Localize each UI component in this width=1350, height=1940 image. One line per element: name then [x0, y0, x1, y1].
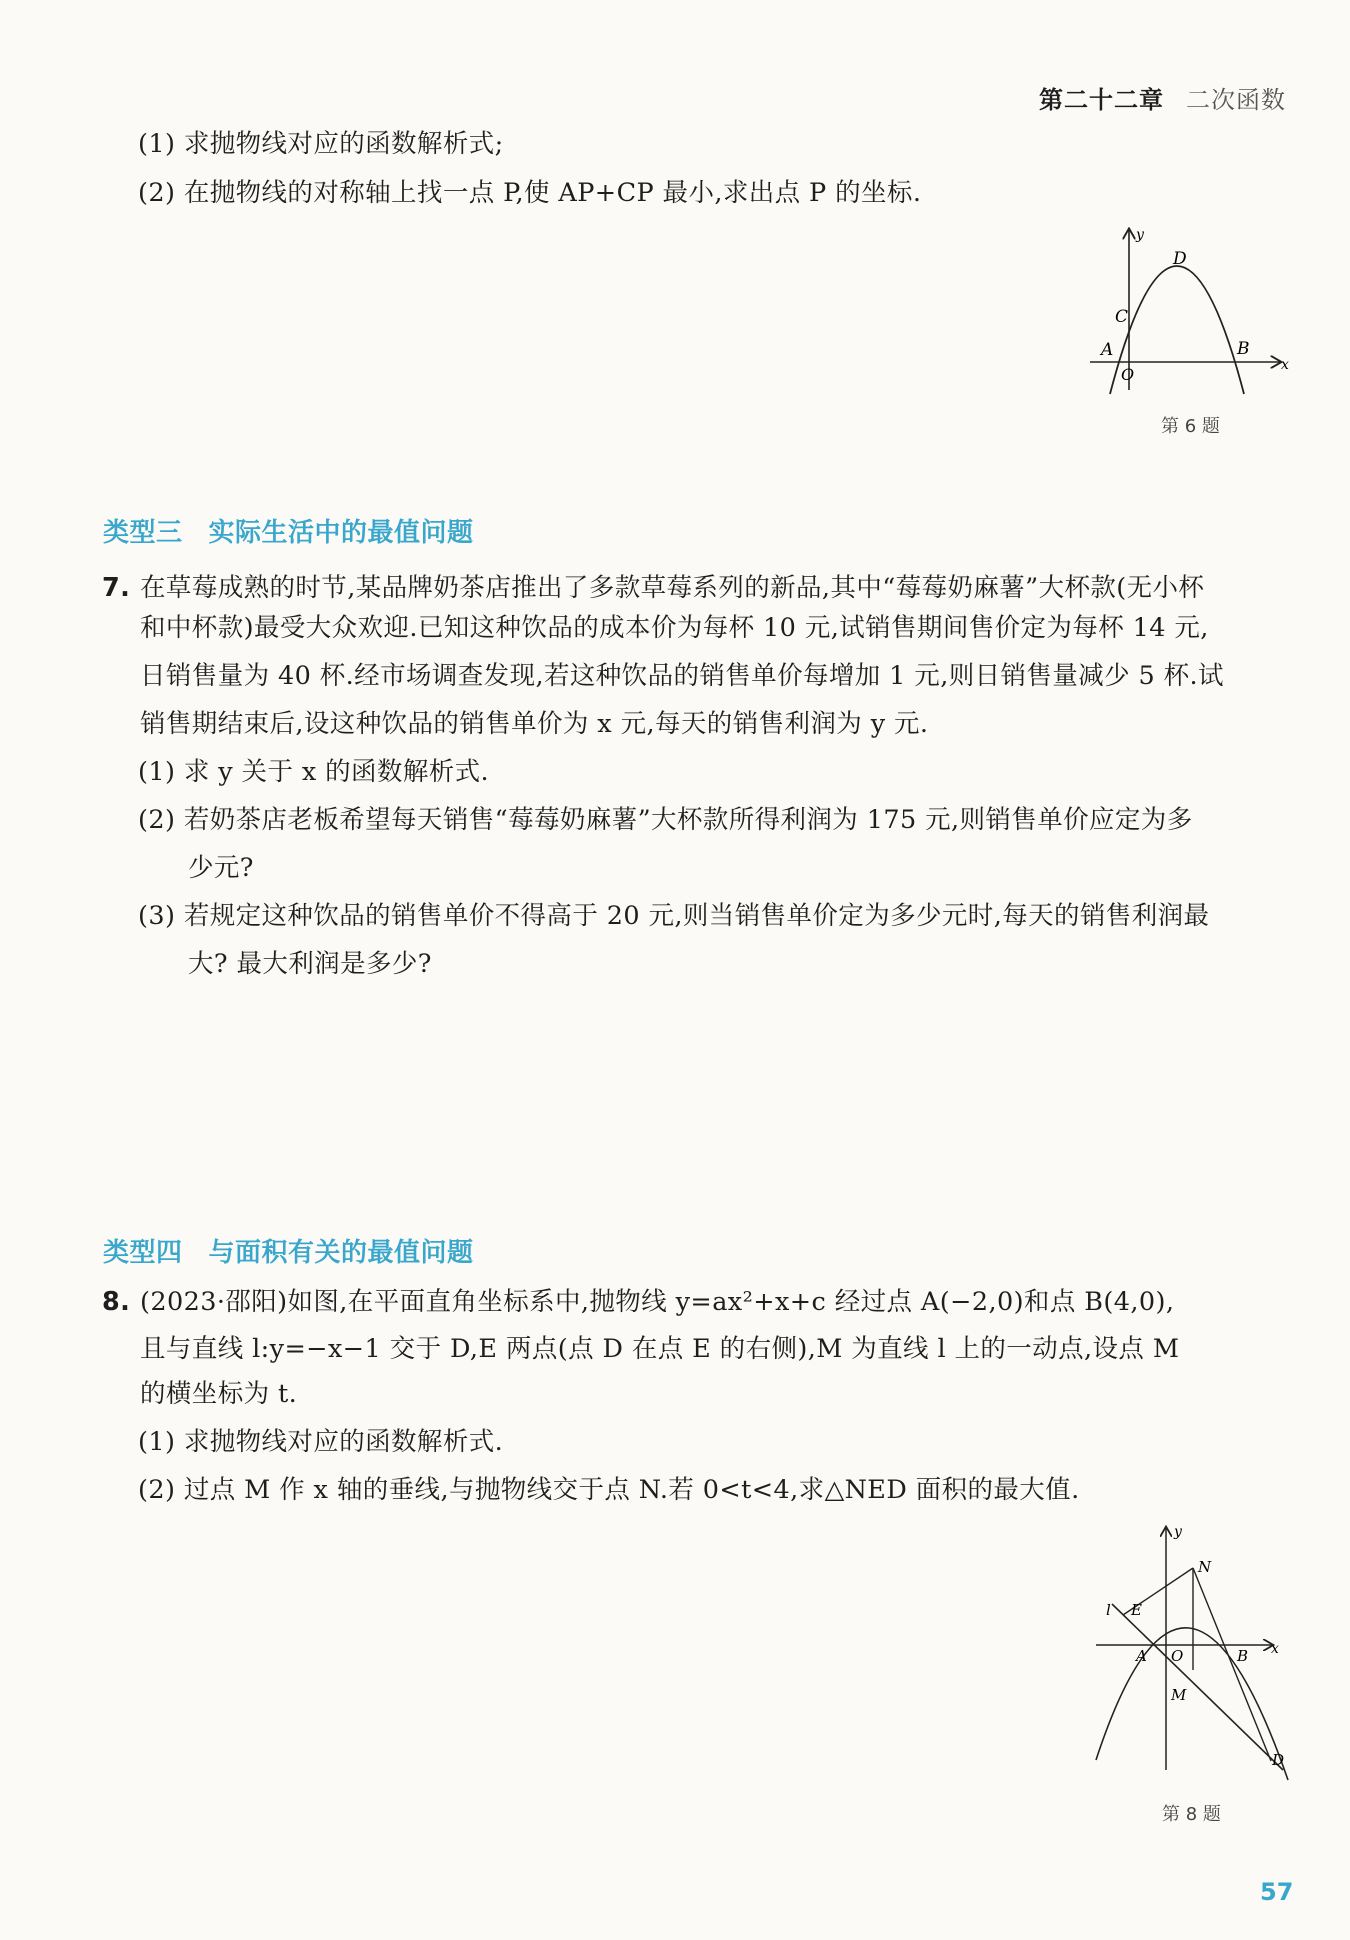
label-O: O — [1121, 365, 1135, 384]
section-4-title: 与面积有关的最值问题 — [208, 1238, 474, 1268]
q7-line-2: 和中杯款)最受大众欢迎.已知这种饮品的成本价为每杯 10 元,试销售期间售价定为每杯 14 元, — [140, 613, 1209, 643]
q7-part3: (3) 若规定这种饮品的销售单价不得高于 20 元,则当销售单价定为多少元时,每天的销售利润最 — [138, 901, 1210, 931]
q7-part2-cont: 少元? — [188, 853, 254, 883]
q7-line-4: 销售期结束后,设这种饮品的销售单价为 x 元,每天的销售利润为 y 元. — [140, 709, 929, 739]
label-E: E — [1131, 1601, 1142, 1619]
label-l: l — [1106, 1601, 1111, 1619]
label-A: A — [1136, 1647, 1147, 1665]
section-4-label: 类型四 — [103, 1238, 183, 1268]
section-3-label: 类型三 — [103, 518, 183, 548]
q6-figure-caption: 第 6 题 — [1161, 416, 1220, 437]
q7-number: 7. — [102, 573, 131, 603]
label-B: B — [1237, 339, 1250, 359]
label-N: N — [1198, 1558, 1212, 1576]
label-D: D — [1272, 1751, 1285, 1769]
label-B: B — [1237, 1647, 1249, 1665]
q7-part1: (1) 求 y 关于 x 的函数解析式. — [138, 757, 490, 787]
label-O: O — [1171, 1647, 1184, 1665]
q8-line-1: (2023·邵阳)如图,在平面直角坐标系中,抛物线 y=ax²+x+c 经过点 A(−2,0)和点 B(4,0), — [140, 1287, 1175, 1317]
label-x: x — [1281, 357, 1289, 373]
section-4-heading — [103, 1232, 474, 1269]
q8-line-3: 的横坐标为 t. — [140, 1379, 298, 1409]
q7-line-3: 日销售量为 40 杯.经市场调查发现,若这种饮品的销售单价每增加 1 元,则日销售量减少 5 杯.试 — [140, 661, 1224, 691]
q7-part2: (2) 若奶茶店老板希望每天销售“莓莓奶麻薯”大杯款所得利润为 175 元,则销售单价应定为多 — [138, 805, 1193, 835]
q8-part1: (1) 求抛物线对应的函数解析式. — [138, 1427, 504, 1457]
label-x: x — [1271, 1641, 1279, 1657]
page-number: 57 — [1260, 1878, 1294, 1906]
label-C: C — [1115, 307, 1129, 327]
q6-part2: (2) 在抛物线的对称轴上找一点 P,使 AP+CP 最小,求出点 P 的坐标. — [138, 178, 922, 208]
label-M: M — [1171, 1686, 1187, 1704]
q8-line-2: 且与直线 l:y=−x−1 交于 D,E 两点(点 D 在点 E 的右侧),M 为直线 l 上的一动点,设点 M — [140, 1334, 1180, 1364]
label-y: y — [1136, 227, 1144, 243]
q8-number: 8. — [102, 1287, 131, 1317]
q8-part2: (2) 过点 M 作 x 轴的垂线,与抛物线交于点 N.若 0<t<4,求△NED 面积的最大值. — [138, 1475, 1080, 1505]
label-y: y — [1174, 1524, 1182, 1540]
label-D: D — [1173, 249, 1187, 269]
parabola — [1096, 1628, 1288, 1780]
segment-ND — [1193, 1568, 1271, 1761]
section-3-heading — [103, 512, 474, 549]
label-A: A — [1101, 340, 1114, 360]
chapter-header — [1039, 80, 1286, 115]
q7-line-1: 在草莓成熟的时节,某品牌奶茶店推出了多款草莓系列的新品,其中“莓莓奶麻薯”大杯款(无小杯 — [140, 573, 1205, 603]
q8-figure-caption: 第 8 题 — [1162, 1804, 1221, 1825]
q7-part3-cont: 大? 最大利润是多少? — [188, 949, 432, 979]
q6-part1: (1) 求抛物线对应的函数解析式; — [138, 129, 504, 159]
chapter-title: 二次函数 — [1186, 86, 1286, 114]
chapter-number: 第二十二章 — [1039, 86, 1164, 114]
line-l — [1112, 1604, 1283, 1770]
q6-figure — [1080, 222, 1302, 418]
section-3-title: 实际生活中的最值问题 — [208, 518, 474, 548]
q8-figure — [1090, 1522, 1290, 1784]
